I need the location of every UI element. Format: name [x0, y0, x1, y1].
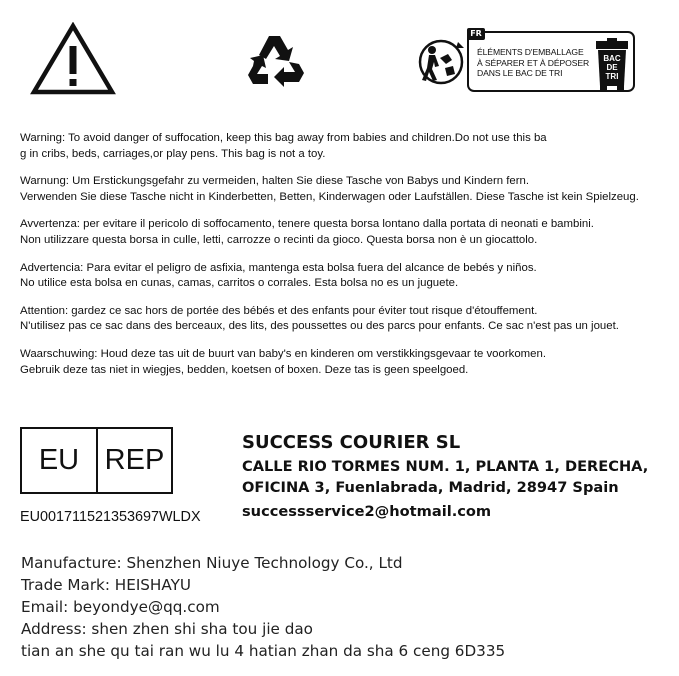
recycling-bin-icon — [593, 38, 631, 90]
warning-line: Verwenden Sie diese Tasche nicht in Kinderbetten, Betten, Kinderwagen oder Laufställen. Diese Tasche ist kein Spielzeug. — [20, 190, 639, 203]
warning-line: Waarschuwing: Houd deze tas uit de buurt van baby's en kinderen om verstikkingsgevaar te voorkomen. — [20, 347, 546, 360]
eu-rep-symbol — [20, 427, 173, 494]
eu-rep-rep: REP — [104, 444, 165, 476]
recycle-icon — [244, 30, 310, 96]
bin-label: TRI — [605, 72, 619, 81]
triman-line: ÉLÉMENTS D'EMBALLAGE — [477, 47, 584, 57]
trade-mark: Trade Mark: HEISHAYU — [21, 576, 191, 594]
representative-address-line: OFICINA 3, Fuenlabrada, Madrid, 28947 Spain — [242, 479, 619, 496]
warning-line: No utilice esta bolsa en cunas, camas, carritos o corrales. Esta bolsa no es un juguete. — [20, 277, 459, 290]
warning-dutch — [20, 347, 670, 378]
manufacturer-name: Manufacture: Shenzhen Niuye Technology Co., Ltd — [21, 554, 403, 572]
bin-label: DE — [606, 63, 618, 72]
eu-rep-eu: EU — [22, 429, 98, 492]
manufacturer-address-line: tian an she qu tai ran wu lu 4 hatian zhan da sha 6 ceng 6D335 — [21, 642, 506, 660]
warning-line: Gebruik deze tas niet in wiegjes, bedden, koetsen of boxen. Deze tas is geen speelgoed. — [20, 363, 469, 376]
representative-email: successservice2@hotmail.com — [242, 503, 492, 520]
warning-line: Attention: gardez ce sac hors de portée des bébés et des enfants pour éviter tout risque d'étouffement. — [20, 304, 538, 317]
eu-representative — [242, 430, 648, 522]
warning-line: Non utilizzare questa borsa in culle, letti, carrozze o recinti da gioco. Questa borsa non è un giocattolo. — [20, 233, 538, 246]
representative-address-line: CALLE RIO TORMES NUM. 1, PLANTA 1, DERECHA, — [242, 458, 649, 475]
warning-line: g in cribs, beds, carriages,or play pens. This bag is not a toy. — [20, 147, 326, 160]
warning-french — [20, 304, 670, 335]
manufacturer-info — [21, 552, 505, 662]
warning-line: Avvertenza: per evitare il pericolo di soffocamento, tenere questa borsa lontano dalla portata di neonati e bambini. — [20, 218, 594, 231]
triman-line: À SÉPARER ET À DÉPOSER — [477, 57, 590, 68]
bin-label: BAC — [603, 54, 621, 63]
eu-registration-code: EU001711521353697WLDX — [20, 509, 201, 525]
warning-line: Warning: To avoid danger of suffocation, keep this bag away from babies and children.Do not use this ba — [20, 132, 547, 144]
warning-triangle-icon — [30, 22, 116, 96]
warning-english — [20, 131, 670, 162]
triman-instructions — [477, 47, 595, 79]
warning-italian — [20, 217, 670, 248]
warning-german — [20, 174, 670, 205]
triman-icon — [418, 36, 464, 88]
warning-line: N'utilisez pas ce sac dans des berceaux, des lits, des poussettes ou des parcs pour enfants. Ce sac n'est pas un jouet. — [20, 320, 619, 333]
manufacturer-address-line: Address: shen zhen shi sha tou jie dao — [21, 620, 313, 638]
warnings-section — [20, 131, 670, 390]
warning-spanish — [20, 261, 670, 292]
triman-country-badge: FR — [467, 28, 485, 40]
manufacturer-email: Email: beyondye@qq.com — [21, 598, 220, 616]
representative-name: SUCCESS COURIER SL — [242, 432, 461, 453]
warning-line: Advertencia: Para evitar el peligro de asfixia, mantenga esta bolsa fuera del alcance de bebés y niños. — [20, 261, 537, 274]
warning-line: Warnung: Um Erstickungsgefahr zu vermeiden, halten Sie diese Tasche von Babys und Kindern fern. — [20, 175, 530, 188]
triman-line: DANS LE BAC DE TRI — [477, 68, 563, 78]
